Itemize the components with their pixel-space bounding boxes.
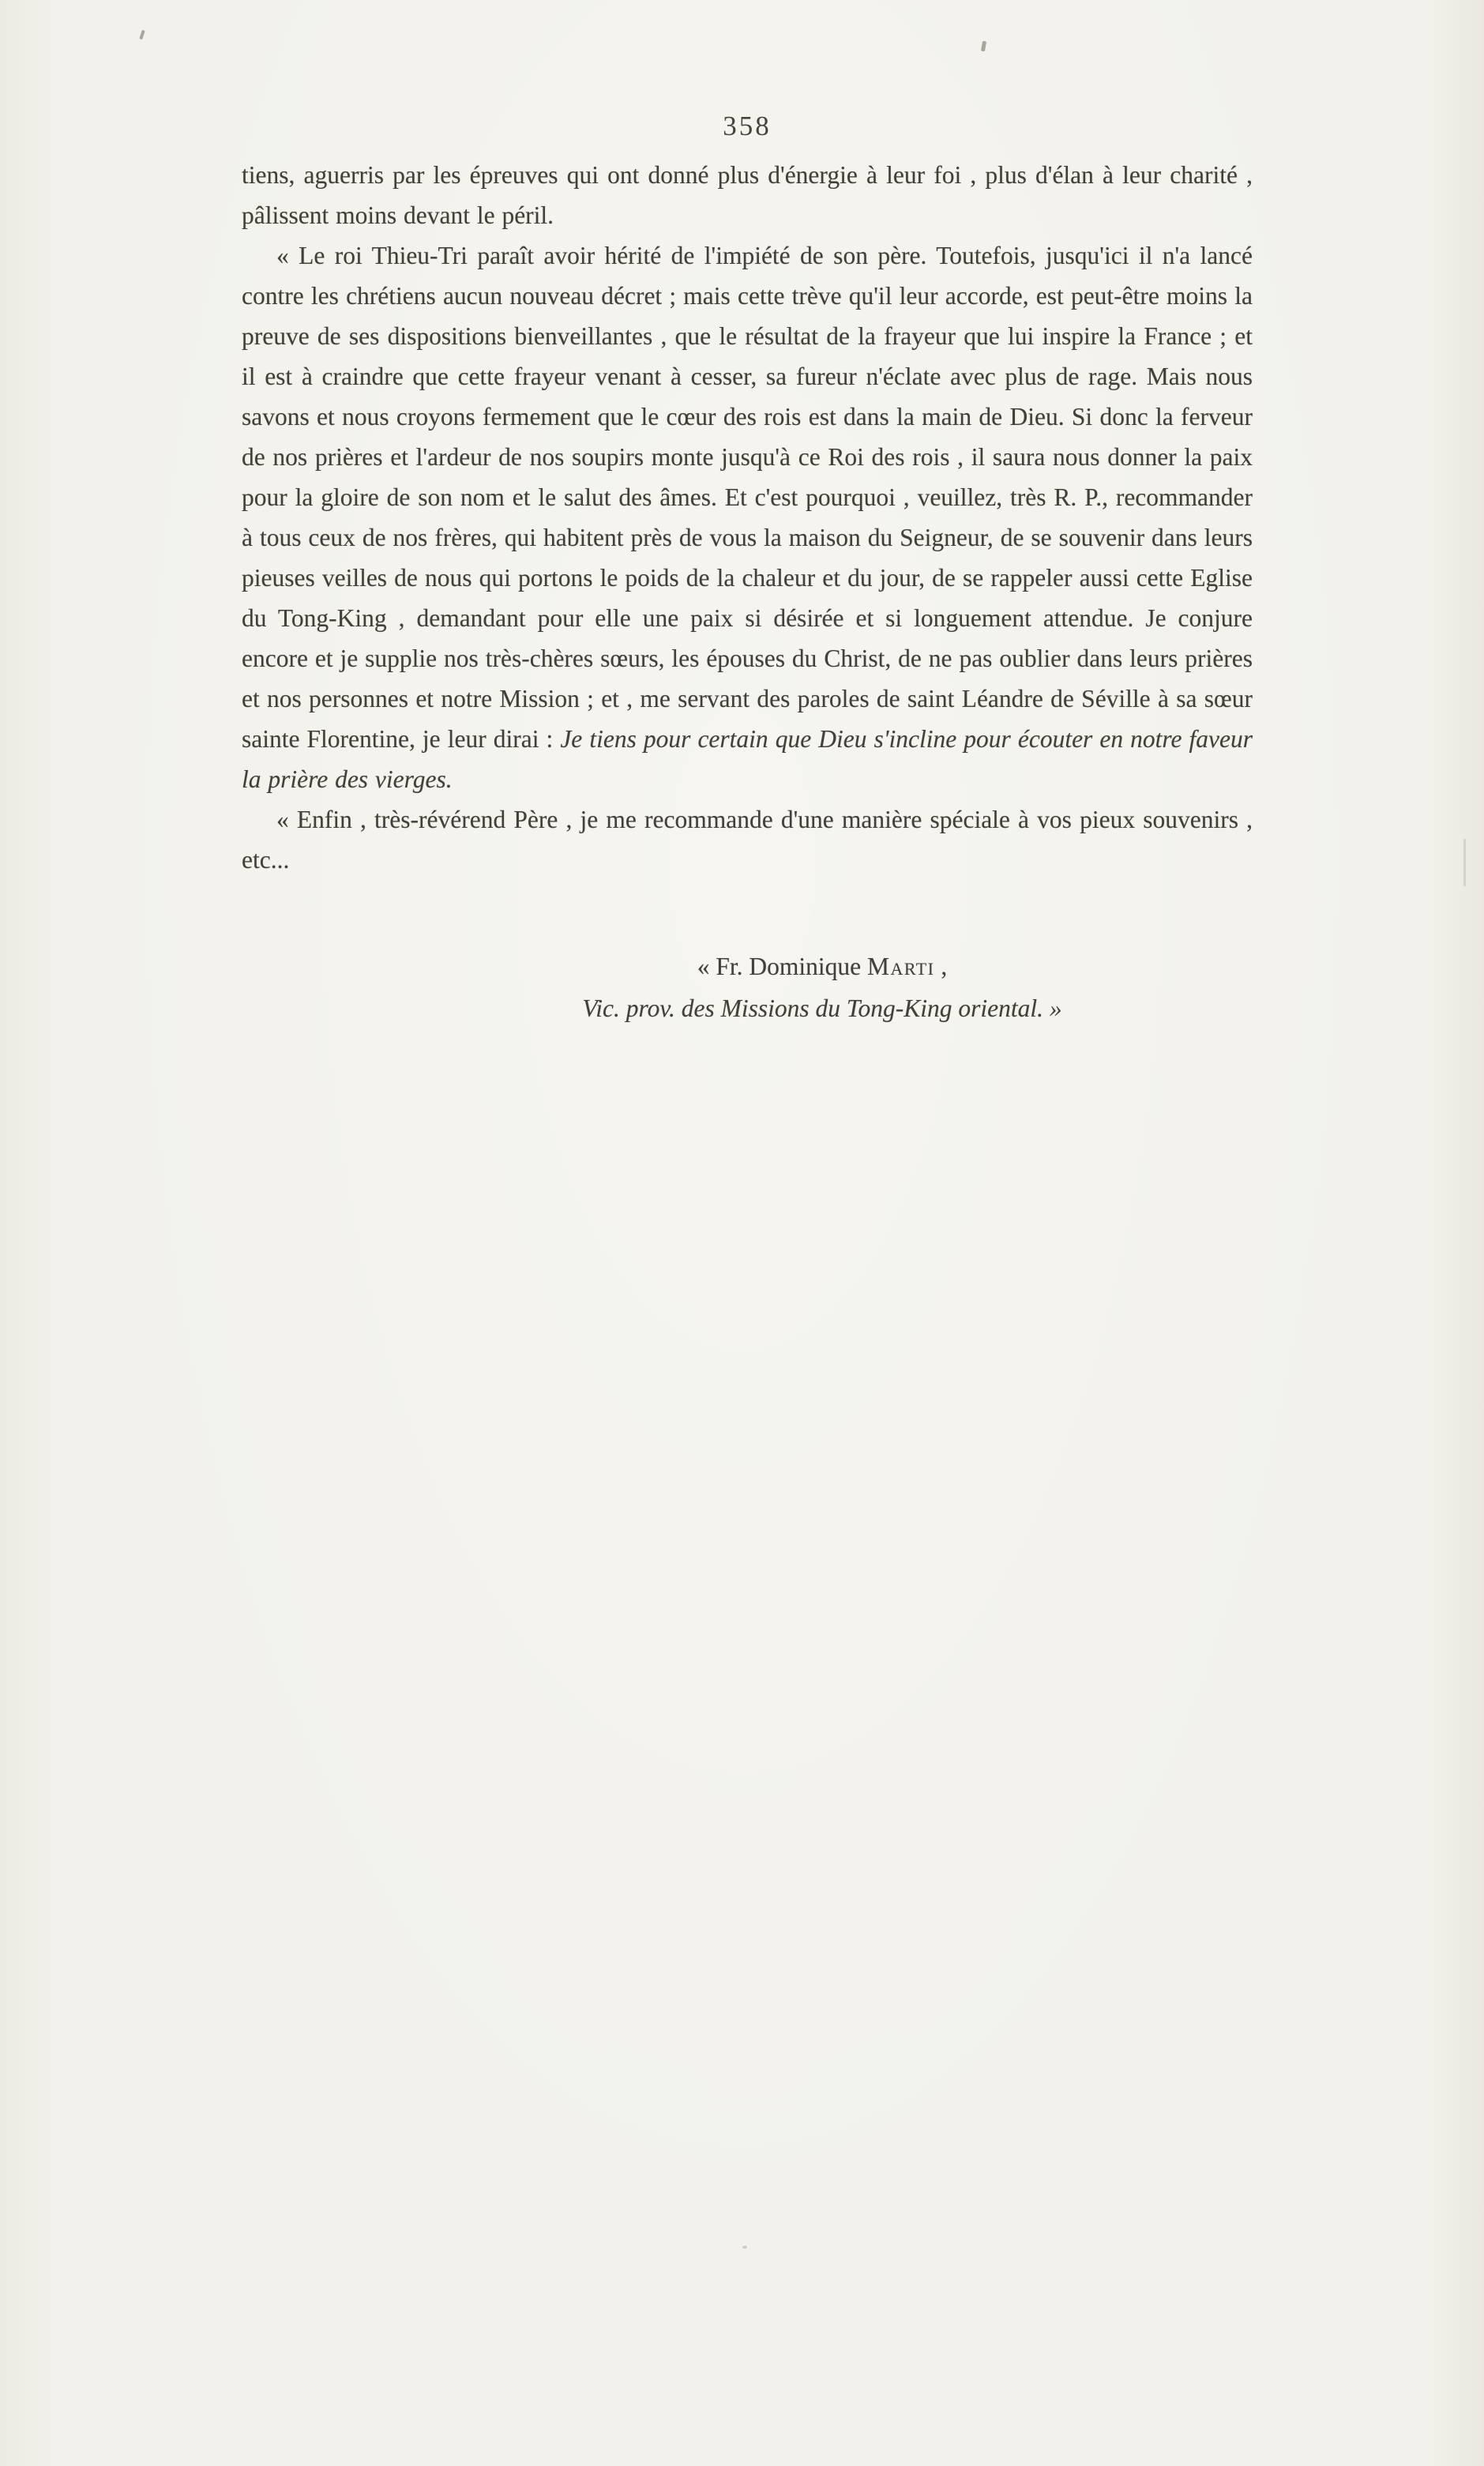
page-number: 358 xyxy=(723,111,772,141)
scan-fold-mark xyxy=(1463,839,1466,886)
signature-name-line xyxy=(392,946,1253,987)
scan-speck xyxy=(981,41,986,52)
paragraph-continuation: tiens, aguerris par les épreuves qui ont donné plus d'énergie à leur foi , plus d'élan à leur charité , pâlissent moins devant le péril. xyxy=(242,161,1253,229)
signature-block xyxy=(242,946,1253,1031)
letter-quote-italic: Je tiens pour certain que Dieu s'incline pour écouter en notre faveur la prière des vierges. xyxy=(242,725,1253,793)
scan-speck xyxy=(742,2246,747,2249)
signature-name-suffix: , xyxy=(934,953,948,980)
paragraph-closing: « Enfin , très-révérend Père , je me recommande d'une manière spéciale à vos pieux souvenirs , etc... xyxy=(242,806,1253,874)
signature-name-prefix: « Fr. Dominique xyxy=(697,953,867,980)
signature-title: Vic. prov. des Missions du Tong-King oriental. » xyxy=(582,994,1062,1022)
text-block xyxy=(242,111,1253,1031)
signature-name: Marti xyxy=(867,953,935,980)
letter-body-text: « Le roi Thieu-Tri paraît avoir hérité de l'impiété de son père. Toutefois, jusqu'ici il n'a lancé contre les chrétiens aucun nouveau décret ; mais cette trève qu'il leur accorde, est peut-être moins la preuve de ses dispositions bienveillantes , que le résultat de la frayeur que lui inspire la France ; et il est à craindre que cette frayeur venant à cesser, sa fureur n'éclate avec plus de rage. Mais nous savons et nous croyons fermement que le cœur des rois est dans la main de Dieu. Si donc la ferveur de nos prières et l'ardeur de nos soupirs monte jusqu'à ce Roi des rois , il saura nous donner la paix pour la gloire de son nom et le salut des âmes. Et c'est pourquoi , veuillez, très R. P., recommander à tous ceux de nos frères, qui habitent près de vous la maison du Seigneur, de se souvenir dans leurs pieuses veilles de nous qui portons le poids de la chaleur et du jour, de se rappeler aussi cette Eglise du Tong-King , demandant pour elle une paix si désirée et si longuement attendue. Je conjure encore et je supplie nos très-chères sœurs, les épouses du Christ, de ne pas oublier dans leurs prières et nos personnes et notre Mission ; et , me servant des paroles de saint Léandre de Séville à sa sœur sainte Florentine, je leur dirai : xyxy=(242,242,1253,753)
paragraph-letter-body xyxy=(242,235,1253,799)
scan-speck xyxy=(139,30,145,40)
